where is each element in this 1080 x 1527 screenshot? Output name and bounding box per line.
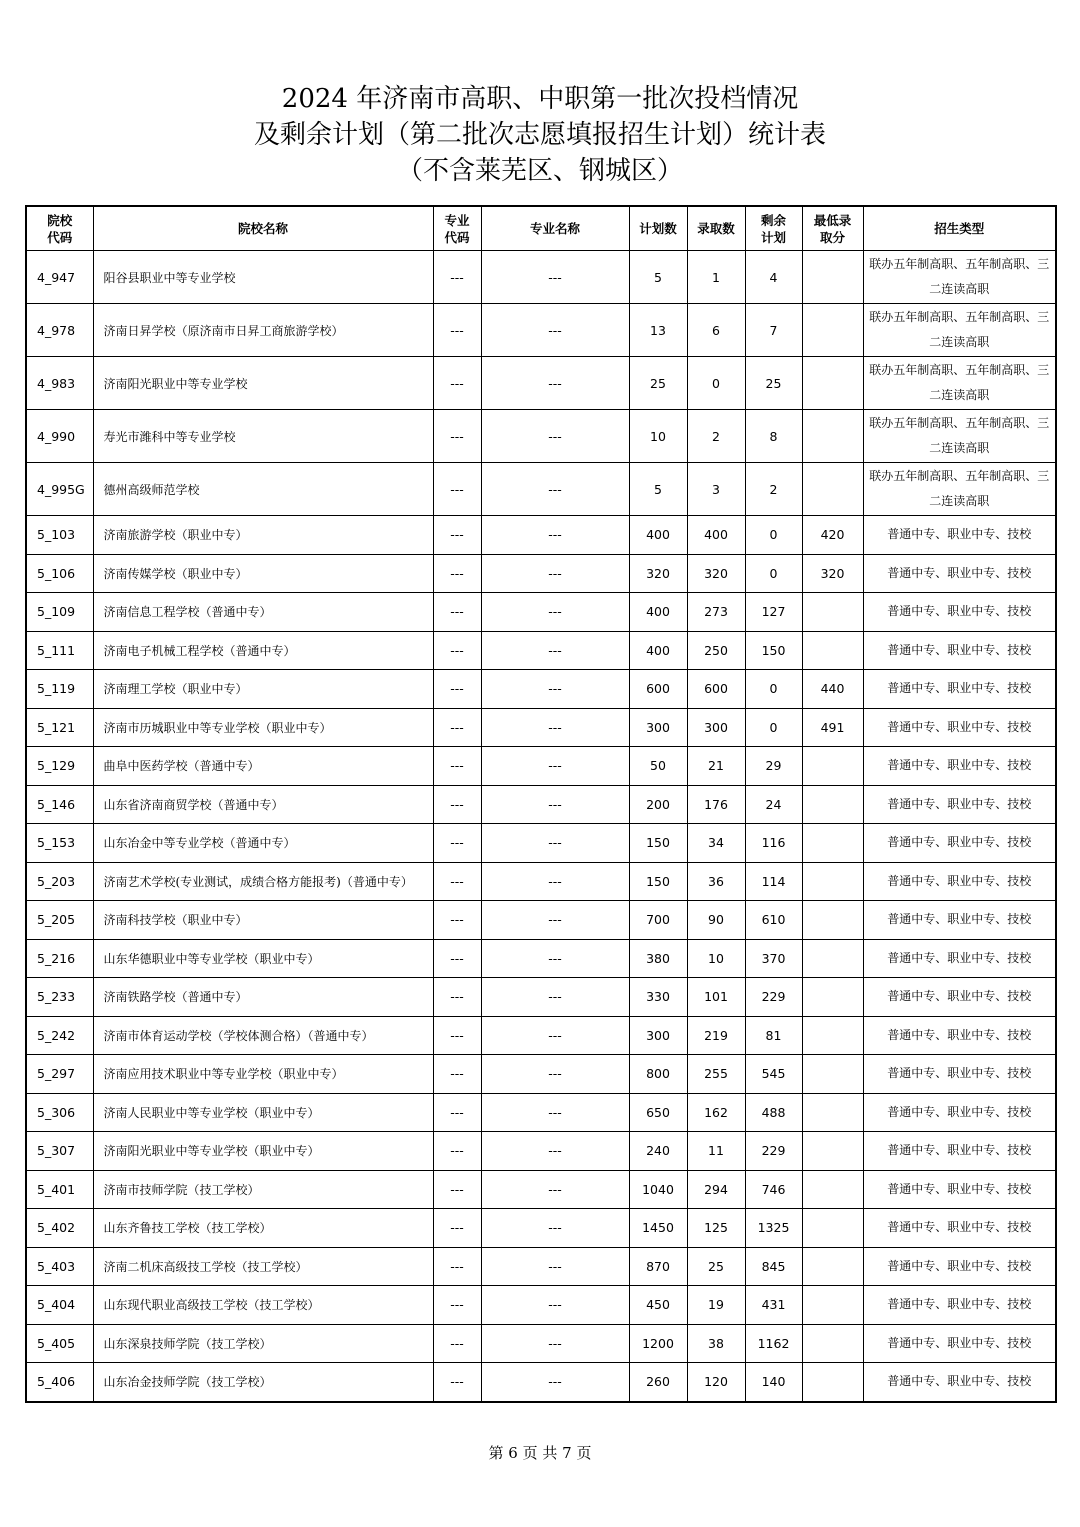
cell-type: 普通中专、职业中专、技校 [863, 1324, 1056, 1363]
cell-remaining: 0 [745, 554, 802, 593]
cell-remaining: 0 [745, 670, 802, 709]
cell-major-code: --- [433, 463, 481, 516]
cell-remaining: 114 [745, 862, 802, 901]
cell-min-score [802, 939, 863, 978]
cell-major-name: --- [481, 554, 629, 593]
cell-admitted: 21 [687, 747, 745, 786]
cell-type: 联办五年制高职、五年制高职、三二连读高职 [863, 304, 1056, 357]
cell-school-code: 5_205 [26, 901, 93, 940]
cell-school-name: 德州高级师范学校 [93, 463, 433, 516]
table-row [26, 1363, 1056, 1402]
cell-type: 普通中专、职业中专、技校 [863, 747, 1056, 786]
cell-admitted: 34 [687, 824, 745, 863]
cell-major-name: --- [481, 747, 629, 786]
cell-min-score [802, 357, 863, 410]
cell-school-code: 5_233 [26, 978, 93, 1017]
document-title-line-1: 2024 年济南市高职、中职第一批次投档情况 [281, 84, 799, 114]
cell-admitted: 600 [687, 670, 745, 709]
cell-major-code: --- [433, 1209, 481, 1248]
cell-min-score [802, 1016, 863, 1055]
header-plan: 计划数 [629, 206, 687, 251]
cell-plan: 600 [629, 670, 687, 709]
cell-remaining: 4 [745, 251, 802, 304]
cell-school-name: 山东冶金中等专业学校（普通中专） [93, 824, 433, 863]
cell-type: 普通中专、职业中专、技校 [863, 939, 1056, 978]
cell-type: 普通中专、职业中专、技校 [863, 978, 1056, 1017]
cell-school-code: 5_109 [26, 593, 93, 632]
cell-plan: 1450 [629, 1209, 687, 1248]
cell-plan: 1200 [629, 1324, 687, 1363]
cell-min-score: 491 [802, 708, 863, 747]
cell-min-score [802, 978, 863, 1017]
cell-type: 普通中专、职业中专、技校 [863, 1286, 1056, 1325]
cell-major-name: --- [481, 978, 629, 1017]
cell-admitted: 25 [687, 1247, 745, 1286]
cell-remaining: 150 [745, 631, 802, 670]
cell-type: 普通中专、职业中专、技校 [863, 1363, 1056, 1402]
header-major-name: 专业名称 [481, 206, 629, 251]
cell-min-score: 420 [802, 516, 863, 555]
cell-major-name: --- [481, 824, 629, 863]
cell-type: 普通中专、职业中专、技校 [863, 1093, 1056, 1132]
cell-admitted: 219 [687, 1016, 745, 1055]
cell-remaining: 25 [745, 357, 802, 410]
cell-min-score: 440 [802, 670, 863, 709]
cell-type: 普通中专、职业中专、技校 [863, 1016, 1056, 1055]
cell-major-name: --- [481, 410, 629, 463]
cell-school-code: 5_111 [26, 631, 93, 670]
cell-major-name: --- [481, 631, 629, 670]
table-row [26, 1324, 1056, 1363]
cell-school-code: 5_119 [26, 670, 93, 709]
cell-min-score [802, 747, 863, 786]
cell-major-code: --- [433, 304, 481, 357]
cell-school-name: 济南阳光职业中等专业学校 [93, 357, 433, 410]
cell-type: 联办五年制高职、五年制高职、三二连读高职 [863, 410, 1056, 463]
cell-type: 普通中专、职业中专、技校 [863, 708, 1056, 747]
cell-min-score [802, 251, 863, 304]
table-row [26, 463, 1056, 516]
cell-type: 普通中专、职业中专、技校 [863, 901, 1056, 940]
cell-remaining: 0 [745, 516, 802, 555]
cell-plan: 150 [629, 824, 687, 863]
cell-admitted: 90 [687, 901, 745, 940]
cell-admitted: 101 [687, 978, 745, 1017]
cell-school-name: 济南科技学校（职业中专） [93, 901, 433, 940]
cell-min-score [802, 410, 863, 463]
header-major-code: 专业代码 [433, 206, 481, 251]
cell-remaining: 7 [745, 304, 802, 357]
cell-school-name: 济南二机床高级技工学校（技工学校） [93, 1247, 433, 1286]
cell-major-code: --- [433, 978, 481, 1017]
cell-type: 普通中专、职业中专、技校 [863, 554, 1056, 593]
table-row [26, 1055, 1056, 1094]
admission-table [25, 205, 1057, 1403]
cell-major-code: --- [433, 901, 481, 940]
cell-major-name: --- [481, 304, 629, 357]
cell-admitted: 125 [687, 1209, 745, 1248]
cell-admitted: 176 [687, 785, 745, 824]
cell-type: 普通中专、职业中专、技校 [863, 824, 1056, 863]
cell-school-code: 5_203 [26, 862, 93, 901]
table-row [26, 593, 1056, 632]
cell-remaining: 229 [745, 978, 802, 1017]
cell-major-name: --- [481, 1016, 629, 1055]
table-header-row [26, 206, 1056, 251]
cell-remaining: 431 [745, 1286, 802, 1325]
cell-plan: 800 [629, 1055, 687, 1094]
cell-major-code: --- [433, 1132, 481, 1171]
cell-major-name: --- [481, 1055, 629, 1094]
cell-admitted: 0 [687, 357, 745, 410]
cell-school-name: 济南旅游学校（职业中专） [93, 516, 433, 555]
cell-major-name: --- [481, 1286, 629, 1325]
cell-school-name: 济南市历城职业中等专业学校（职业中专） [93, 708, 433, 747]
table-row [26, 554, 1056, 593]
table-row [26, 1209, 1056, 1248]
cell-major-name: --- [481, 1170, 629, 1209]
table-row [26, 785, 1056, 824]
cell-major-code: --- [433, 1093, 481, 1132]
cell-remaining: 24 [745, 785, 802, 824]
cell-admitted: 320 [687, 554, 745, 593]
cell-major-name: --- [481, 1209, 629, 1248]
cell-major-code: --- [433, 747, 481, 786]
header-type: 招生类型 [863, 206, 1056, 251]
cell-admitted: 2 [687, 410, 745, 463]
cell-school-name: 济南人民职业中等专业学校（职业中专） [93, 1093, 433, 1132]
cell-school-code: 5_405 [26, 1324, 93, 1363]
cell-major-name: --- [481, 1324, 629, 1363]
cell-major-name: --- [481, 357, 629, 410]
table-row [26, 978, 1056, 1017]
cell-min-score [802, 1093, 863, 1132]
cell-type: 普通中专、职业中专、技校 [863, 1247, 1056, 1286]
header-school-code: 院校代码 [26, 206, 93, 251]
cell-admitted: 400 [687, 516, 745, 555]
cell-school-name: 济南应用技术职业中等专业学校（职业中专） [93, 1055, 433, 1094]
table-row [26, 1286, 1056, 1325]
table-row [26, 1132, 1056, 1171]
cell-major-name: --- [481, 251, 629, 304]
cell-min-score [802, 1363, 863, 1402]
cell-school-name: 济南日昇学校（原济南市日昇工商旅游学校） [93, 304, 433, 357]
cell-plan: 240 [629, 1132, 687, 1171]
cell-remaining: 127 [745, 593, 802, 632]
cell-plan: 5 [629, 251, 687, 304]
cell-type: 联办五年制高职、五年制高职、三二连读高职 [863, 463, 1056, 516]
table-row [26, 1170, 1056, 1209]
cell-major-code: --- [433, 593, 481, 632]
cell-plan: 13 [629, 304, 687, 357]
cell-min-score [802, 1247, 863, 1286]
table-row [26, 304, 1056, 357]
cell-major-code: --- [433, 357, 481, 410]
cell-school-code: 5_406 [26, 1363, 93, 1402]
cell-type: 联办五年制高职、五年制高职、三二连读高职 [863, 251, 1056, 304]
cell-remaining: 545 [745, 1055, 802, 1094]
cell-min-score [802, 593, 863, 632]
table-row [26, 631, 1056, 670]
cell-admitted: 120 [687, 1363, 745, 1402]
cell-school-code: 4_995G [26, 463, 93, 516]
cell-major-code: --- [433, 862, 481, 901]
cell-min-score [802, 1209, 863, 1248]
cell-type: 普通中专、职业中专、技校 [863, 631, 1056, 670]
cell-major-name: --- [481, 593, 629, 632]
cell-plan: 380 [629, 939, 687, 978]
cell-school-name: 济南艺术学校(专业测试，成绩合格方能报考)（普通中专） [93, 862, 433, 901]
cell-type: 普通中专、职业中专、技校 [863, 1209, 1056, 1248]
cell-school-code: 5_216 [26, 939, 93, 978]
cell-school-name: 济南电子机械工程学校（普通中专） [93, 631, 433, 670]
cell-major-name: --- [481, 463, 629, 516]
table-row [26, 1093, 1056, 1132]
cell-type: 普通中专、职业中专、技校 [863, 1170, 1056, 1209]
cell-major-name: --- [481, 516, 629, 555]
cell-major-code: --- [433, 1286, 481, 1325]
cell-min-score [802, 824, 863, 863]
cell-school-code: 5_297 [26, 1055, 93, 1094]
header-min-score: 最低录取分 [802, 206, 863, 251]
cell-min-score [802, 1286, 863, 1325]
cell-min-score [802, 1324, 863, 1363]
cell-type: 普通中专、职业中专、技校 [863, 593, 1056, 632]
cell-major-name: --- [481, 939, 629, 978]
cell-school-code: 4_983 [26, 357, 93, 410]
cell-plan: 25 [629, 357, 687, 410]
table-row [26, 410, 1056, 463]
cell-major-code: --- [433, 410, 481, 463]
table-row [26, 1247, 1056, 1286]
cell-school-name: 济南阳光职业中等专业学校（职业中专） [93, 1132, 433, 1171]
cell-major-code: --- [433, 670, 481, 709]
cell-plan: 450 [629, 1286, 687, 1325]
cell-admitted: 10 [687, 939, 745, 978]
cell-school-code: 5_242 [26, 1016, 93, 1055]
cell-school-code: 5_401 [26, 1170, 93, 1209]
cell-major-code: --- [433, 1324, 481, 1363]
cell-plan: 150 [629, 862, 687, 901]
cell-plan: 700 [629, 901, 687, 940]
cell-plan: 400 [629, 593, 687, 632]
table-row [26, 747, 1056, 786]
cell-plan: 300 [629, 708, 687, 747]
cell-remaining: 229 [745, 1132, 802, 1171]
cell-school-name: 曲阜中医药学校（普通中专） [93, 747, 433, 786]
cell-major-code: --- [433, 1055, 481, 1094]
cell-remaining: 81 [745, 1016, 802, 1055]
cell-major-code: --- [433, 516, 481, 555]
cell-remaining: 140 [745, 1363, 802, 1402]
cell-major-name: --- [481, 901, 629, 940]
cell-major-code: --- [433, 1363, 481, 1402]
cell-remaining: 116 [745, 824, 802, 863]
cell-plan: 200 [629, 785, 687, 824]
table-row [26, 516, 1056, 555]
cell-major-name: --- [481, 708, 629, 747]
cell-major-name: --- [481, 862, 629, 901]
cell-min-score [802, 1132, 863, 1171]
cell-major-name: --- [481, 785, 629, 824]
cell-admitted: 294 [687, 1170, 745, 1209]
cell-major-name: --- [481, 670, 629, 709]
cell-plan: 330 [629, 978, 687, 1017]
cell-admitted: 6 [687, 304, 745, 357]
cell-type: 普通中专、职业中专、技校 [863, 862, 1056, 901]
cell-plan: 50 [629, 747, 687, 786]
cell-school-code: 5_403 [26, 1247, 93, 1286]
cell-remaining: 610 [745, 901, 802, 940]
cell-type: 普通中专、职业中专、技校 [863, 670, 1056, 709]
cell-min-score [802, 1170, 863, 1209]
cell-plan: 400 [629, 631, 687, 670]
cell-school-name: 山东华德职业中等专业学校（职业中专） [93, 939, 433, 978]
cell-admitted: 273 [687, 593, 745, 632]
cell-school-code: 5_153 [26, 824, 93, 863]
cell-remaining: 1325 [745, 1209, 802, 1248]
cell-school-code: 5_121 [26, 708, 93, 747]
cell-school-code: 5_129 [26, 747, 93, 786]
cell-school-code: 5_404 [26, 1286, 93, 1325]
cell-plan: 260 [629, 1363, 687, 1402]
cell-admitted: 11 [687, 1132, 745, 1171]
cell-major-code: --- [433, 824, 481, 863]
cell-school-name: 山东冶金技师学院（技工学校） [93, 1363, 433, 1402]
cell-major-code: --- [433, 631, 481, 670]
cell-school-code: 5_306 [26, 1093, 93, 1132]
cell-school-name: 济南市体育运动学校（学校体测合格）（普通中专） [93, 1016, 433, 1055]
table-row [26, 251, 1056, 304]
cell-admitted: 250 [687, 631, 745, 670]
cell-school-name: 山东齐鲁技工学校（技工学校） [93, 1209, 433, 1248]
cell-school-name: 济南理工学校（职业中专） [93, 670, 433, 709]
cell-plan: 1040 [629, 1170, 687, 1209]
table-row [26, 939, 1056, 978]
cell-remaining: 488 [745, 1093, 802, 1132]
cell-admitted: 3 [687, 463, 745, 516]
cell-school-code: 5_307 [26, 1132, 93, 1171]
cell-remaining: 370 [745, 939, 802, 978]
page-footer: 第 6 页 共 7 页 [488, 1444, 592, 1462]
cell-plan: 320 [629, 554, 687, 593]
cell-plan: 300 [629, 1016, 687, 1055]
cell-major-name: --- [481, 1093, 629, 1132]
cell-major-code: --- [433, 1016, 481, 1055]
cell-major-code: --- [433, 708, 481, 747]
cell-remaining: 845 [745, 1247, 802, 1286]
cell-remaining: 29 [745, 747, 802, 786]
cell-school-name: 济南信息工程学校（普通中专） [93, 593, 433, 632]
cell-major-code: --- [433, 939, 481, 978]
cell-admitted: 1 [687, 251, 745, 304]
cell-type: 普通中专、职业中专、技校 [863, 516, 1056, 555]
cell-school-name: 阳谷县职业中等专业学校 [93, 251, 433, 304]
cell-school-name: 济南传媒学校（职业中专） [93, 554, 433, 593]
cell-admitted: 162 [687, 1093, 745, 1132]
table-row [26, 901, 1056, 940]
table-row [26, 824, 1056, 863]
cell-min-score [802, 862, 863, 901]
document-title-line-3: （不含莱芜区、钢城区） [396, 156, 683, 186]
table-row [26, 862, 1056, 901]
cell-remaining: 2 [745, 463, 802, 516]
cell-school-name: 山东深泉技师学院（技工学校） [93, 1324, 433, 1363]
cell-min-score: 320 [802, 554, 863, 593]
cell-school-code: 4_990 [26, 410, 93, 463]
cell-major-name: --- [481, 1247, 629, 1286]
cell-min-score [802, 631, 863, 670]
document-title-line-2: 及剩余计划（第二批次志愿填报招生计划）统计表 [253, 120, 826, 150]
table-row [26, 670, 1056, 709]
cell-school-name: 寿光市潍科中等专业学校 [93, 410, 433, 463]
cell-major-name: --- [481, 1132, 629, 1171]
cell-school-name: 山东省济南商贸学校（普通中专） [93, 785, 433, 824]
cell-plan: 870 [629, 1247, 687, 1286]
cell-school-name: 济南市技师学院（技工学校） [93, 1170, 433, 1209]
cell-major-name: --- [481, 1363, 629, 1402]
cell-school-code: 4_978 [26, 304, 93, 357]
header-admitted: 录取数 [687, 206, 745, 251]
table-row [26, 357, 1056, 410]
cell-admitted: 300 [687, 708, 745, 747]
cell-remaining: 0 [745, 708, 802, 747]
cell-remaining: 746 [745, 1170, 802, 1209]
cell-min-score [802, 901, 863, 940]
cell-admitted: 19 [687, 1286, 745, 1325]
cell-plan: 400 [629, 516, 687, 555]
cell-plan: 650 [629, 1093, 687, 1132]
cell-school-code: 5_106 [26, 554, 93, 593]
cell-plan: 10 [629, 410, 687, 463]
table-row [26, 1016, 1056, 1055]
cell-type: 普通中专、职业中专、技校 [863, 1055, 1056, 1094]
cell-min-score [802, 1055, 863, 1094]
cell-admitted: 36 [687, 862, 745, 901]
cell-min-score [802, 463, 863, 516]
cell-school-code: 5_146 [26, 785, 93, 824]
cell-school-code: 5_103 [26, 516, 93, 555]
cell-major-code: --- [433, 1170, 481, 1209]
cell-plan: 5 [629, 463, 687, 516]
cell-major-code: --- [433, 1247, 481, 1286]
table-row [26, 708, 1056, 747]
header-school-name: 院校名称 [93, 206, 433, 251]
header-remaining: 剩余计划 [745, 206, 802, 251]
cell-school-name: 山东现代职业高级技工学校（技工学校） [93, 1286, 433, 1325]
cell-type: 普通中专、职业中专、技校 [863, 1132, 1056, 1171]
cell-major-code: --- [433, 251, 481, 304]
cell-type: 普通中专、职业中专、技校 [863, 785, 1056, 824]
cell-remaining: 1162 [745, 1324, 802, 1363]
cell-min-score [802, 304, 863, 357]
cell-school-name: 济南铁路学校（普通中专） [93, 978, 433, 1017]
cell-remaining: 8 [745, 410, 802, 463]
cell-admitted: 38 [687, 1324, 745, 1363]
cell-major-code: --- [433, 554, 481, 593]
cell-min-score [802, 785, 863, 824]
cell-type: 联办五年制高职、五年制高职、三二连读高职 [863, 357, 1056, 410]
cell-admitted: 255 [687, 1055, 745, 1094]
cell-school-code: 5_402 [26, 1209, 93, 1248]
cell-major-code: --- [433, 785, 481, 824]
cell-school-code: 4_947 [26, 251, 93, 304]
